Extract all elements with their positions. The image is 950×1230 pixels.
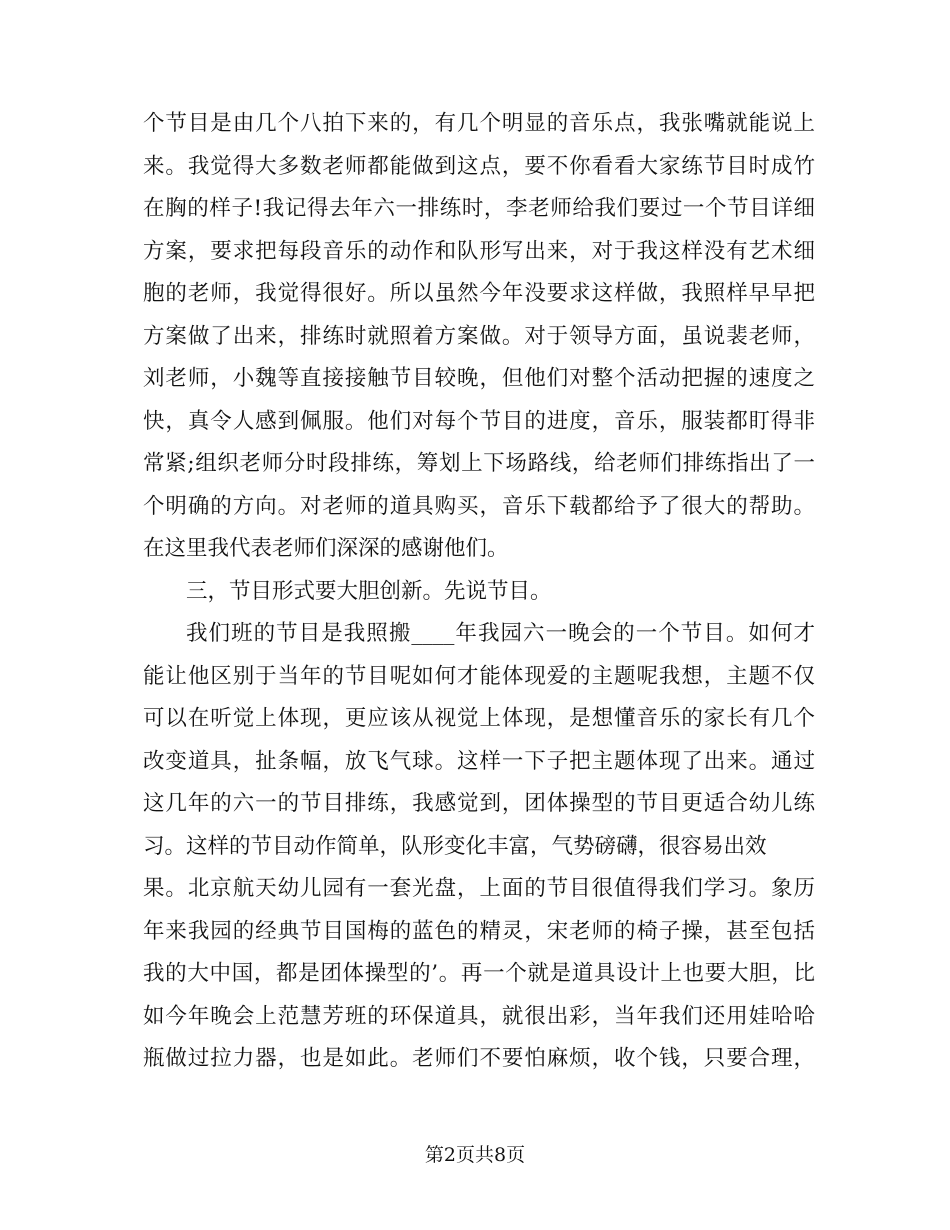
text-line: 我们班的节目是我照搬____年我园六一晚会的一个节目。如何才 [186,621,815,646]
text-line: 我的大中国，都是团体操型的’。再一个就是道具设计上也要大胆，比 [143,961,815,986]
text-line: 瓶做过拉力器，也是如此。老师们不要怕麻烦，收个钱，只要合理， [143,1046,815,1071]
text-line: 改变道具，扯条幅，放飞气球。这样一下子把主题体现了出来。通过 [143,748,815,774]
text-line: 胞的老师，我觉得很好。所以虽然今年没要求这样做，我照样早早把 [143,281,815,306]
body-text [143,103,815,1081]
text-line: 来。我觉得大多数老师都能做到这点，要不你看看大家练节目时成竹 [143,153,815,179]
page-number-footer: 第2页共8页 [424,1144,526,1166]
text-line: 个节目是由几个八拍下来的，有几个明显的音乐点，我张嘴就能说上 [143,111,815,136]
text-line: 个明确的方向。对老师的道具购买，音乐下载都给予了很大的帮助。 [143,493,815,519]
text-line: 在这里我代表老师们深深的感谢他们。 [143,536,509,561]
text-line: 年来我园的经典节目国梅的蓝色的精灵，宋老师的椅子操，甚至包括 [143,918,815,944]
text-line: 刘老师，小魏等直接接触节目较晚，但他们对整个活动把握的速度之 [143,366,815,391]
text-line: 习。这样的节目动作简单，队形变化丰富，气势磅礴，很容易出效 [143,833,767,859]
section-heading: 三，节目形式要大胆创新。先说节目。 [186,578,552,604]
text-line: 能让他区别于当年的节目呢如何才能体现爱的主题呢我想，主题不仅 [143,663,815,689]
text-line: 方案，要求把每段音乐的动作和队形写出来，对于我这样没有艺术细 [143,238,815,264]
text-line: 这几年的六一的节目排练，我感觉到，团体操型的节目更适合幼儿练 [143,791,815,816]
text-line: 快，真令人感到佩服。他们对每个节目的进度，音乐，服装都盯得非 [143,408,815,434]
text-line: 方案做了出来，排练时就照着方案做。对于领导方面，虽说裴老师， [143,323,815,349]
text-line: 果。北京航天幼儿园有一套光盘，上面的节目很值得我们学习。象历 [143,876,815,901]
text-line: 常紧;组织老师分时段排练，筹划上下场路线，给老师们排练指出了一 [143,451,815,476]
text-line: 在胸的样子!我记得去年六一排练时，李老师给我们要过一个节目详细 [143,196,815,221]
text-line: 如今年晚会上范慧芳班的环保道具，就很出彩，当年我们还用娃哈哈 [143,1003,815,1029]
text-line: 可以在听觉上体现，更应该从视觉上体现，是想懂音乐的家长有几个 [143,706,815,731]
